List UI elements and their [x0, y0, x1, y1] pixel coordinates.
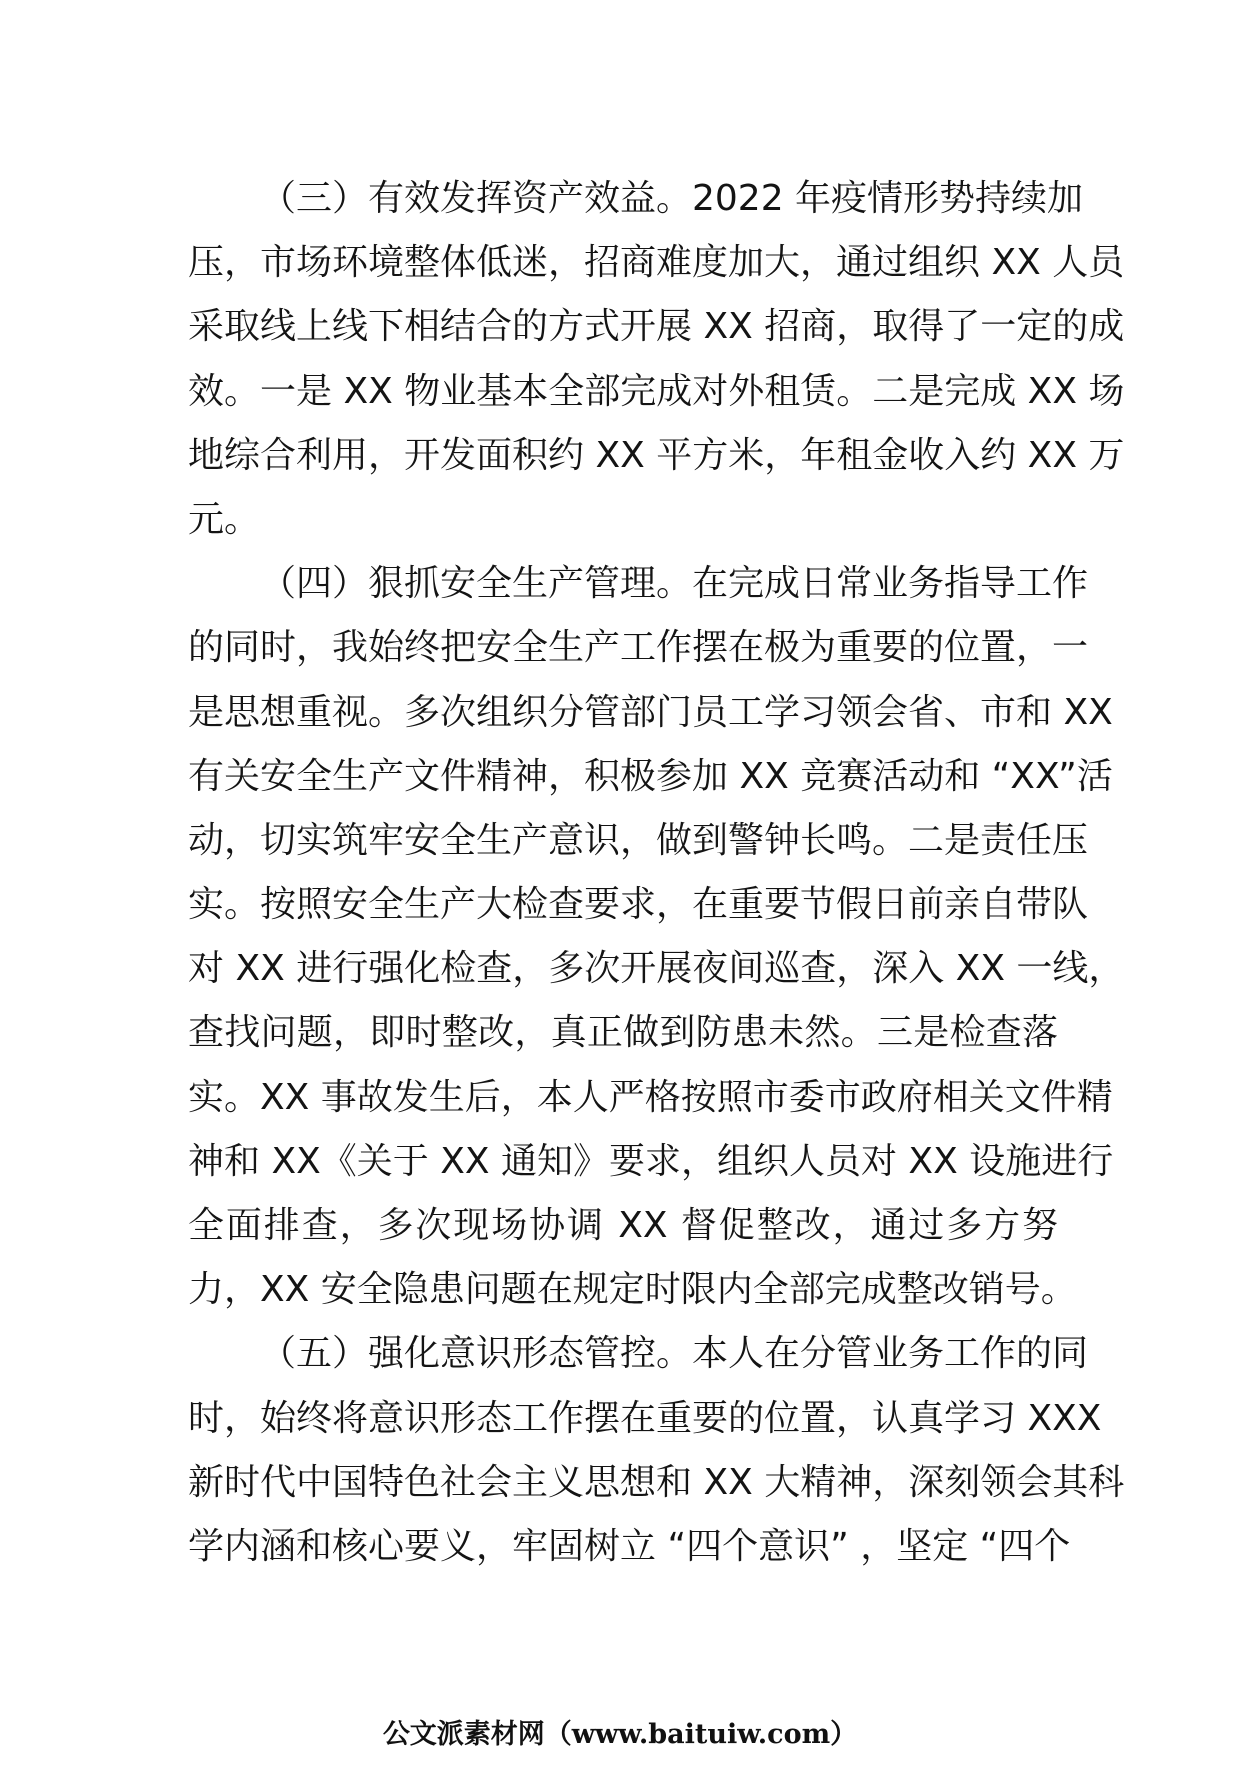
text-line: 压，市场环境整体低迷，招商难度加大，通过组织 XX 人员 — [188, 242, 1125, 284]
text-line: 地综合利用，开发面积约 XX 平方米，年租金收入约 XX 万 — [188, 434, 1125, 476]
text-line: 采取线上线下相结合的方式开展 XX 招商，取得了一定的成 — [188, 306, 1125, 348]
text-line: 实。按照安全生产大检查要求，在重要节假日前亲自带队 — [188, 884, 1089, 926]
text-line: 时，始终将意识形态工作摆在重要的位置，认真学习 XXX — [188, 1397, 1102, 1439]
text-line: 对 XX 进行强化检查，多次开展夜间巡查，深入 XX 一线， — [188, 948, 1125, 990]
text-line: 力，XX 安全隐患问题在规定时限内全部完成整改销号。 — [188, 1269, 1077, 1311]
text-line: 效。一是 XX 物业基本全部完成对外租赁。二是完成 XX 场 — [188, 370, 1125, 412]
text-line: 新时代中国特色社会主义思想和 XX 大精神，深刻领会其科 — [188, 1461, 1125, 1503]
text-line: （四）狠抓安全生产管理。在完成日常业务指导工作 — [260, 563, 1089, 605]
text-line: 的同时，我始终把安全生产工作摆在极为重要的位置，一 — [188, 627, 1089, 669]
text-line: 实。XX 事故发生后，本人严格按照市委市政府相关文件精 — [188, 1076, 1113, 1118]
text-line: 是思想重视。多次组织分管部门员工学习领会省、市和 XX — [188, 691, 1113, 733]
text-line: 神和 XX《关于 XX 通知》要求，组织人员对 XX 设施进行 — [188, 1140, 1114, 1182]
paragraph-section-5 — [188, 1322, 1125, 1579]
paragraph-section-3 — [188, 167, 1125, 552]
text-line: 查找问题，即时整改，真正做到防患未然。三是检查落 — [188, 1012, 1058, 1054]
text-line: 动，切实筑牢安全生产意识，做到警钟长鸣。二是责任压 — [188, 819, 1089, 861]
text-line: （五）强化意识形态管控。本人在分管业务工作的同 — [260, 1333, 1089, 1375]
text-line: 学内涵和核心要义，牢固树立 “四个意识” ，坚定 “四个 — [188, 1525, 1071, 1567]
text-line: 有关安全生产文件精神，积极参加 XX 竞赛活动和 “XX”活 — [188, 755, 1113, 797]
paragraph-section-4 — [188, 552, 1125, 1322]
text-line: （三）有效发挥资产效益。2022 年疫情形势持续加 — [260, 178, 1084, 219]
document-body — [188, 167, 1125, 1579]
text-line: 元。 — [188, 498, 261, 540]
footer-watermark: 公文派素材网（www.baituiw.com） — [382, 1719, 858, 1750]
text-line: 全面排查，多次现场协调 XX 督促整改，通过多方努 — [188, 1205, 1058, 1246]
